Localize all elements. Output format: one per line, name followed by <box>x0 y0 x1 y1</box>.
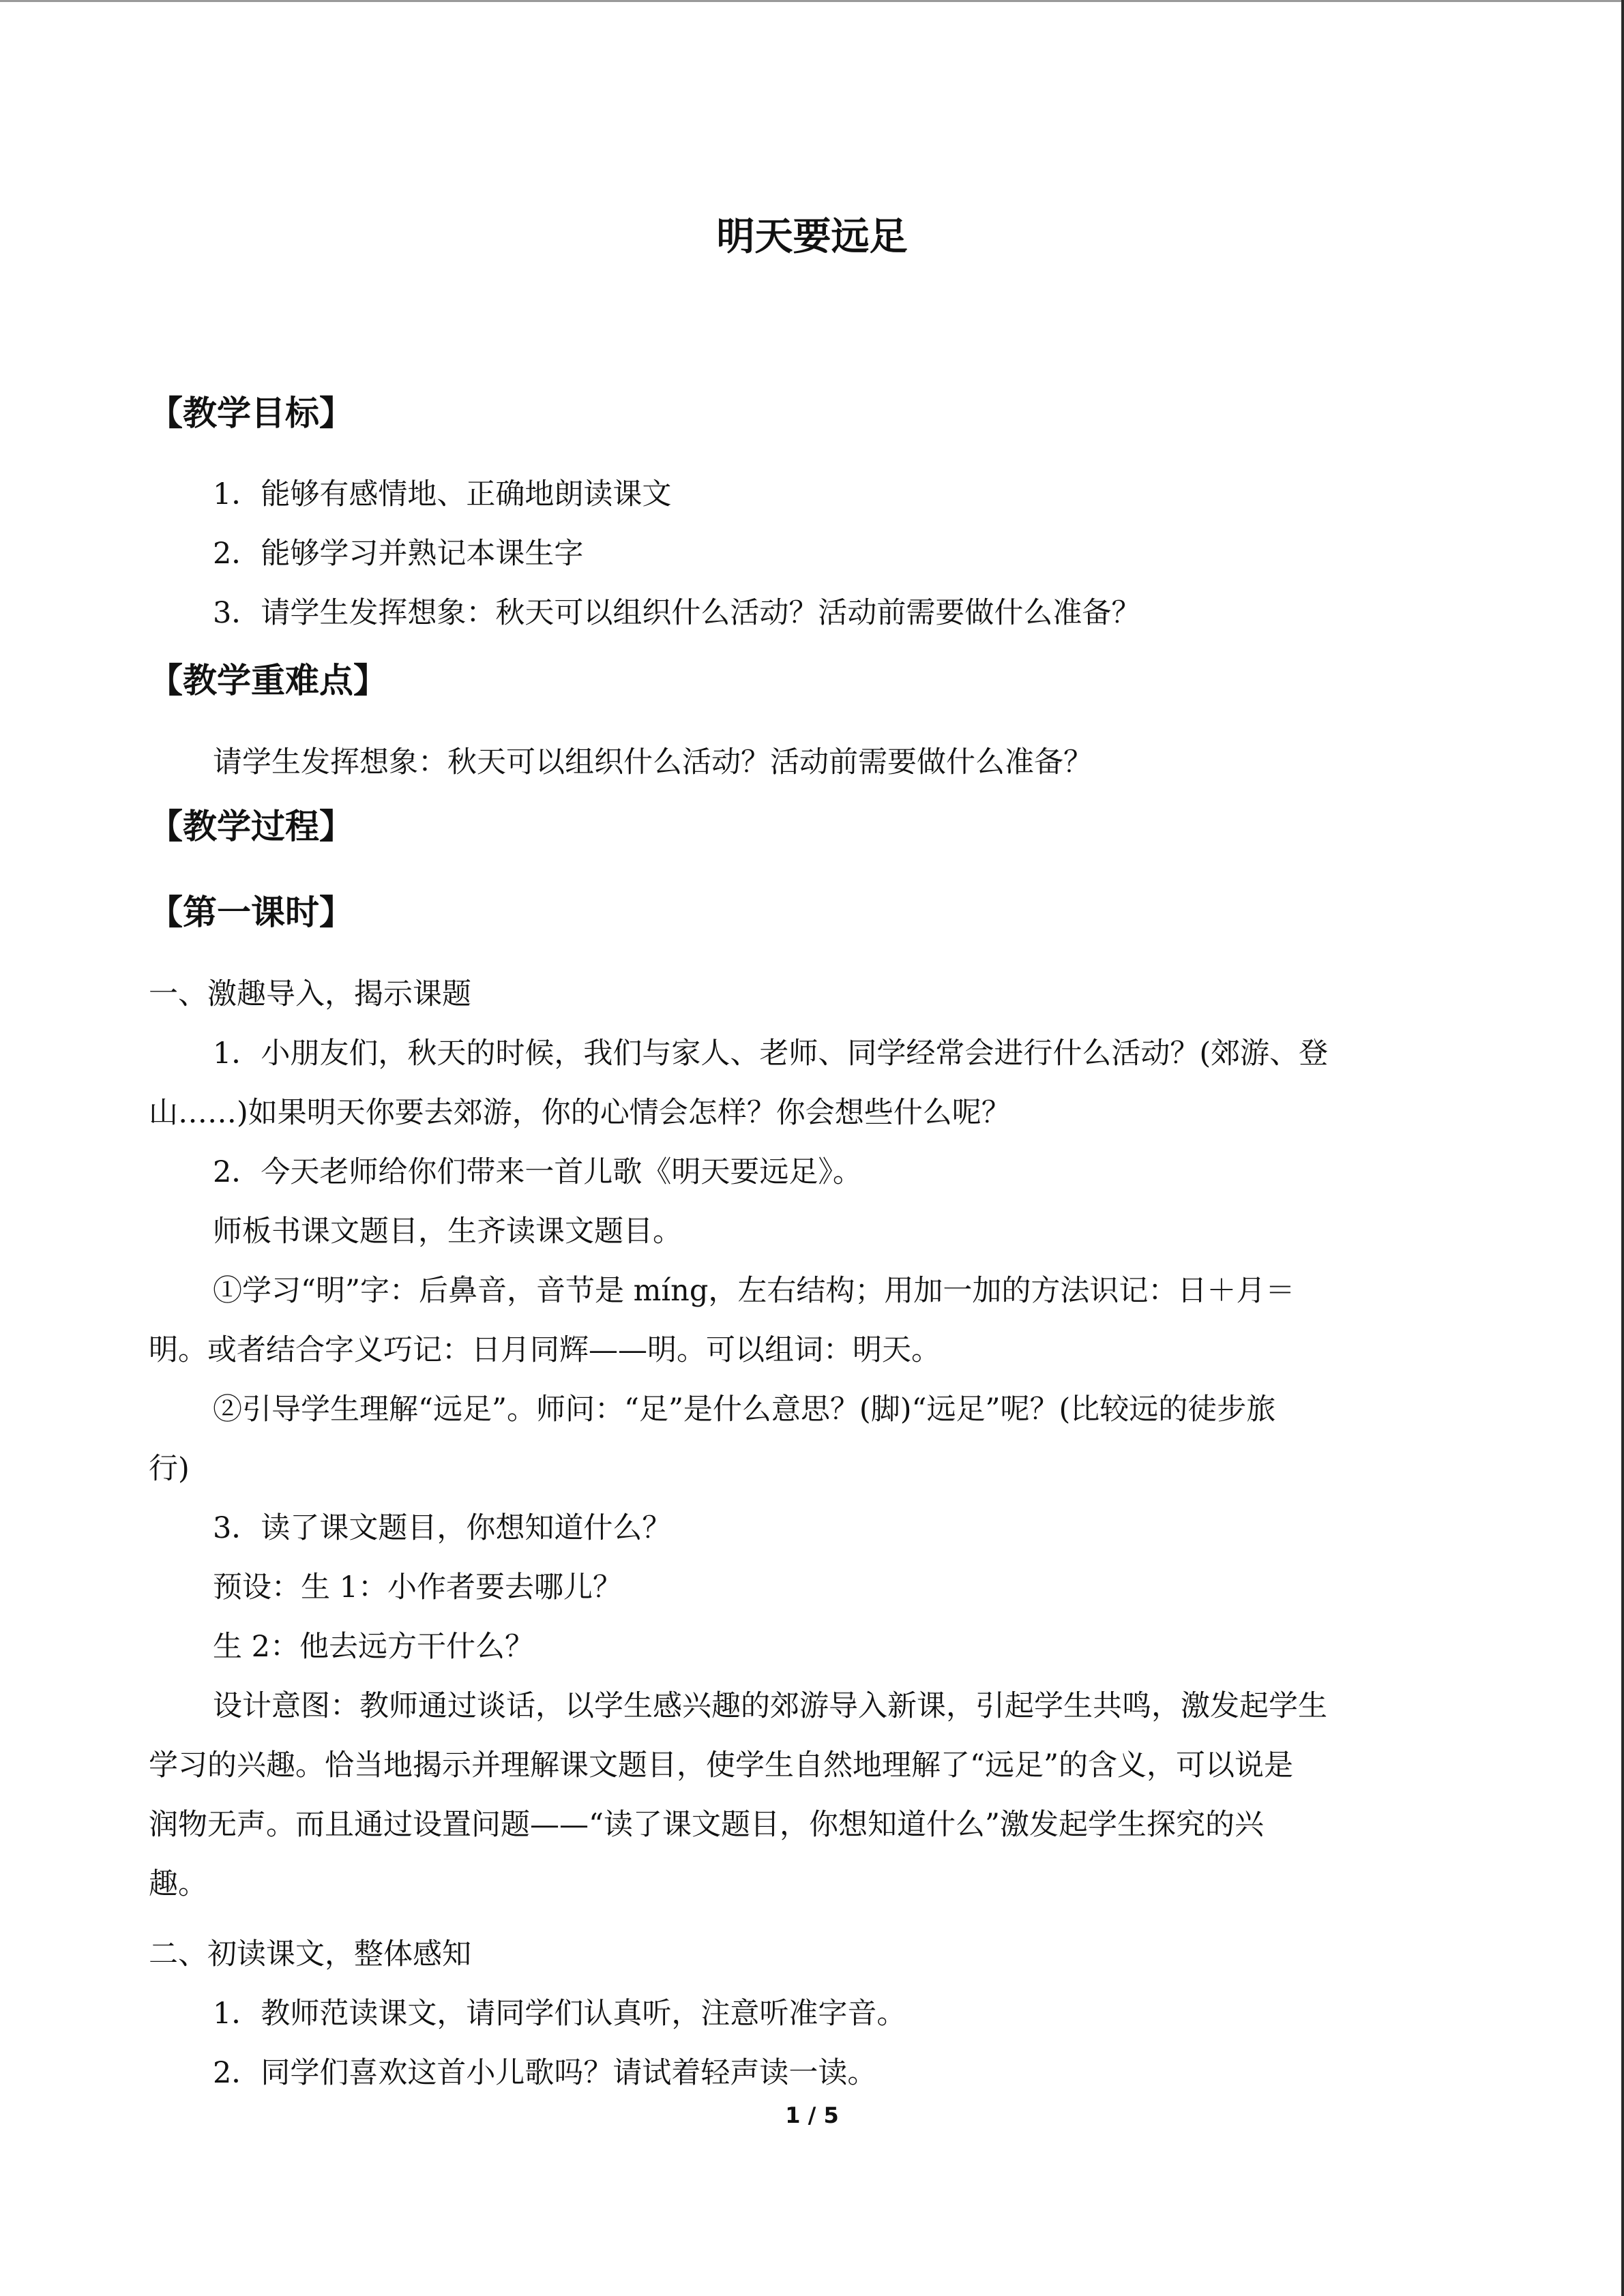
objective-item-3: 3．请学生发挥想象：秋天可以组织什么活动？活动前需要做什么准备？ <box>213 596 1141 630</box>
paragraph-line: 预设：生 1：小作者要去哪儿？ <box>213 1570 623 1605</box>
page-top-border <box>0 0 1624 2</box>
heading-key-points: 【教学重难点】 <box>149 661 387 700</box>
key-point-text: 请学生发挥想象：秋天可以组织什么活动？活动前需要做什么准备？ <box>213 745 1093 779</box>
objective-item-1: 1．能够有感情地、正确地朗读课文 <box>213 477 672 511</box>
heading-objectives: 【教学目标】 <box>149 393 353 433</box>
paragraph-line: 明。或者结合字义巧记：日月同辉——明。可以组词：明天。 <box>149 1333 941 1367</box>
heading-lesson-1: 【第一课时】 <box>149 893 353 932</box>
paragraph-line: 3．读了课文题目，你想知道什么？ <box>213 1511 672 1545</box>
paragraph-line: 1．小朋友们，秋天的时候，我们与家人、老师、同学经常会进行什么活动？(郊游、登 <box>213 1037 1329 1071</box>
paragraph-line: 趣。 <box>149 1867 207 1901</box>
paragraph-line: 学习的兴趣。恰当地揭示并理解课文题目，使学生自然地理解了“远足”的含义，可以说是 <box>149 1748 1293 1783</box>
paragraph-line: 润物无声。而且通过设置问题——“读了课文题目，你想知道什么”激发起学生探究的兴 <box>149 1808 1264 1842</box>
page-number: 1 / 5 <box>785 2102 839 2128</box>
paragraph-line: 行) <box>149 1452 190 1486</box>
paragraph-line: 山……)如果明天你要去郊游，你的心情会怎样？你会想些什么呢？ <box>149 1096 1011 1130</box>
objective-item-2: 2．能够学习并熟记本课生字 <box>213 537 584 571</box>
section-1-title: 一、激趣导入，揭示课题 <box>149 977 471 1011</box>
paragraph-line: ①学习“明”字：后鼻音，音节是 míng，左右结构；用加一加的方法识记：日＋月＝ <box>213 1274 1295 1308</box>
paragraph-line: 1．教师范读课文，请同学们认真听，注意听准字音。 <box>213 1997 906 2031</box>
paragraph-line: 生 2：他去远方干什么？ <box>213 1630 535 1664</box>
paragraph-line: 2．同学们喜欢这首小儿歌吗？请试着轻声读一读。 <box>213 2056 877 2090</box>
paragraph-line: ②引导学生理解“远足”。师问：“足”是什么意思？(脚)“远足”呢？(比较远的徒步旅 <box>213 1392 1276 1427</box>
page-right-border <box>1621 0 1624 2296</box>
heading-process: 【教学过程】 <box>149 807 353 846</box>
paragraph-line: 师板书课文题目，生齐读课文题目。 <box>213 1214 682 1249</box>
page-title: 明天要远足 <box>716 215 908 259</box>
paragraph-line: 设计意图：教师通过谈话，以学生感兴趣的郊游导入新课，引起学生共鸣，激发起学生 <box>213 1689 1327 1723</box>
paragraph-line: 2．今天老师给你们带来一首儿歌《明天要远足》。 <box>213 1155 862 1189</box>
section-2-title: 二、初读课文，整体感知 <box>149 1937 471 1971</box>
